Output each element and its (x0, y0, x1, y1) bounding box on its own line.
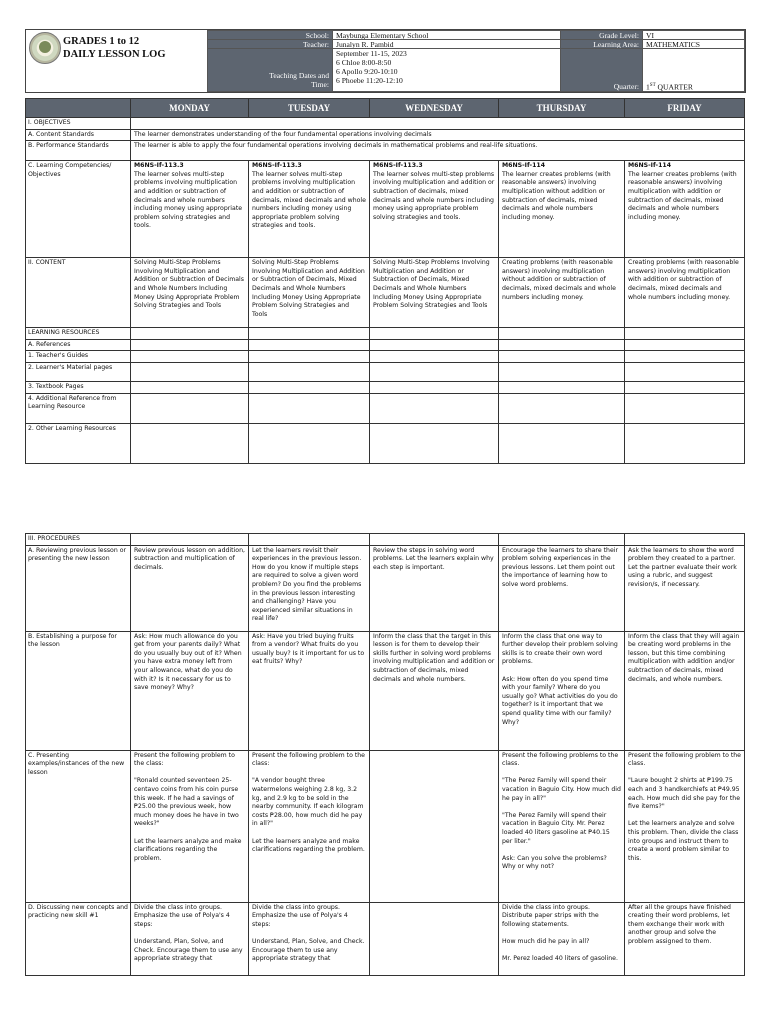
competency-thursday: M6NS-If-114 The learner creates problems (with reasonable answers) involving multiplication without addition or subtraction of decimals, mixed decimals and whole numbers including money. (499, 161, 625, 258)
procedure-a-monday: Review previous lesson on addition, subtraction and multiplication of decimals. (131, 545, 249, 631)
content-thursday: Creating problems (with reasonable answers) involving multiplication without addition or subtraction of decimals, mixed decimals and whole numbers including money. (499, 258, 625, 328)
competency-tuesday: M6NS-If-113.3 The learner solves multi-step problems involving multiplication and addition or subtraction of decimals, mixed decimals and whole numbers including money using appropriate problem solving strategies and tools. (249, 161, 370, 258)
performance-standards-label: B. Performance Standards (26, 141, 131, 161)
content-standards-text: The learner demonstrates understanding of the four fundamental operations involving decimals (131, 129, 745, 141)
procedure-d-thursday: Divide the class into groups. Distribute paper strips with the following statements. How much did he pay in all? Mr. Perez loaded 40 liters of gasoline. (499, 902, 625, 975)
procedure-d-monday: Divide the class into groups. Emphasize the use of Polya's 4 steps: Understand, Plan, Solve, and Check. Encourage them to use any appropriate strategy that (131, 902, 249, 975)
procedure-c-wednesday (370, 750, 499, 902)
grade-level-label: Grade Level: (560, 30, 643, 40)
procedure-b-tuesday: Ask: Have you tried buying fruits from a vendor? What fruits do you usually buy? Is it important for us to eat fruits? Why? (249, 631, 370, 750)
dates-time-value (332, 48, 561, 92)
title-line-1: GRADES 1 to 12 (63, 36, 140, 47)
dates-time-label: Teaching Dates and Time: (207, 48, 333, 92)
competency-wednesday: M6NS-If-113.3 The learner solves multi-step problems involving multiplication and addition or subtraction of decimals, mixed decimals and whole numbers including money using appropriate problem solving strategies and tools. (370, 161, 499, 258)
section-objectives: I. OBJECTIVES (26, 118, 131, 130)
section-procedures: III. PROCEDURES (26, 534, 131, 546)
schedule-phoebe: 6 Phoebe 11:20-12:10 (336, 76, 403, 85)
day-header-monday: MONDAY (131, 99, 249, 118)
day-header-friday: FRIDAY (625, 99, 745, 118)
procedure-c-label: C. Presenting examples/instances of the new lesson (26, 750, 131, 902)
title-line-2: DAILY LESSON LOG (63, 49, 166, 60)
teacher-label: Teacher: (207, 39, 333, 49)
procedure-a-tuesday: Let the learners revisit their experiences in the previous lesson. How do you know if multiple steps are required to solve a given word problem? Do you find the problems in the previous lesson interesting and challenging? Have you experienced similar situations in real life? (249, 545, 370, 631)
competency-friday: M6NS-If-114 The learner creates problems (with reasonable answers) involving multiplication with addition or subtraction of decimals, mixed decimals and whole numbers including money. (625, 161, 745, 258)
procedure-d-friday: After all the groups have finished creating their word problems, let them exchange their work with another group and solve the problem assigned to them. (625, 902, 745, 975)
procedure-b-label: B. Establishing a purpose for the lesson (26, 631, 131, 750)
teacher-value: Junalyn R. Pambid (332, 39, 561, 49)
procedures-table (25, 533, 745, 976)
content-standards-label: A. Content Standards (26, 129, 131, 141)
procedure-a-thursday: Encourage the learners to share their problem solving experiences in the previous lessons. Let them point out the importance of learning how to solve word problems. (499, 545, 625, 631)
schedule-apollo: 6 Apollo 9:20-10:10 (336, 67, 398, 76)
procedure-c-friday: Present the following problem to the class. "Laure bought 2 shirts at ₱199.75 each and 3 handkerchiefs at ₱49.95 each. How much did she pay for the five items?" Let the learners analyze and solve this problem. Then, divide the class into groups and instruct them to create a word problem similar to this. (625, 750, 745, 902)
additional-reference-label: 4. Additional Reference from Learning Resource (26, 393, 131, 423)
references-label: A. References (26, 339, 131, 351)
deped-seal-icon (29, 32, 61, 64)
learners-material-label: 2. Learner's Material pages (26, 362, 131, 381)
school-label: School: (207, 30, 333, 40)
procedure-d-label: D. Discussing new concepts and practicing new skill #1 (26, 902, 131, 975)
procedure-a-label: A. Reviewing previous lesson or presenting the new lesson (26, 545, 131, 631)
learning-area-label: Learning Area: (560, 39, 643, 49)
grade-level-value: VI (642, 30, 745, 40)
section-content: II. CONTENT (26, 258, 131, 328)
teachers-guides-label: 1. Teacher's Guides (26, 351, 131, 363)
procedure-a-friday: Ask the learners to show the word problem they created to a partner. Let the partner evaluate their work using a rubric, and suggest revision/s, if necessary. (625, 545, 745, 631)
teaching-dates: September 11-15, 2023 (336, 49, 407, 58)
header-info-grid (207, 30, 745, 92)
content-tuesday: Solving Multi-Step Problems Involving Multiplication and Addition or Subtraction of Decimals, Mixed Decimals and Whole Numbers Including Money Using Appropriate Problem Solving Strategies and Tools (249, 258, 370, 328)
procedure-c-thursday: Present the following problems to the class. "The Perez Family will spend their vacation in Baguio City. How much did he pay in all?" "The Perez Family will spend their vacation in Baguio City. Mr. Perez loaded 40 liters gasoline at ₱40.15 per liter." Ask: Can you solve the problems? Why or why not? (499, 750, 625, 902)
header-block (25, 29, 746, 93)
procedure-c-monday: Present the following problem to the class: "Ronald counted seventeen 25-centavo coins from his coin purse this week. If he had a savings of ₱25.00 the previous week, how much money does he have in two weeks?" Let the learners analyze and make clarifications regarding the problem. (131, 750, 249, 902)
competencies-label: C. Learning Competencies/ Objectives (26, 161, 131, 258)
learning-area-value: MATHEMATICS (642, 39, 745, 49)
procedure-b-friday: Inform the class that they will again be creating word problems in the lesson, but this time combining multiplication with addition and/or subtraction of decimals, mixed decimals, and whole numbers. (625, 631, 745, 750)
day-header-wednesday: WEDNESDAY (370, 99, 499, 118)
procedure-b-thursday: Inform the class that one way to further develop their problem solving skills is to create their own word problems. Ask: How often do you spend time with your family? Where do you usually go? What activities do you do together? Is it important that we spend quality time with our family? Why? (499, 631, 625, 750)
section-learning-resources: LEARNING RESOURCES (26, 328, 131, 340)
school-value: Maybunga Elementary School (332, 30, 561, 40)
procedure-b-wednesday: Inform the class that the target in this lesson is for them to develop their skills further in solving word problems involving multiplication and addition or subtraction of decimals, mixed decimals and whole numbers. (370, 631, 499, 750)
corner-cell (26, 99, 131, 118)
competency-monday: M6NS-If-113.3 The learner solves multi-step problems involving multiplication and addition or subtraction of decimals and whole numbers including money using appropriate problem solving strategies and tools. (131, 161, 249, 258)
procedure-a-wednesday: Review the steps in solving word problems. Let the learners explain why each step is important. (370, 545, 499, 631)
document-title (63, 35, 166, 61)
day-header-thursday: THURSDAY (499, 99, 625, 118)
objectives-content-table (25, 98, 745, 464)
procedure-d-wednesday (370, 902, 499, 975)
content-monday: Solving Multi-Step Problems Involving Multiplication and Addition or Subtraction of Decimals and Whole Numbers Including Money Using Appropriate Problem Solving Strategies and Tools (131, 258, 249, 328)
schedule-chloe: 6 Chloe 8:00-8:50 (336, 58, 392, 67)
performance-standards-text: The learner is able to apply the four fundamental operations involving decimals in mathematical problems and real-life situations. (131, 141, 745, 161)
content-wednesday: Solving Multi-Step Problems Involving Multiplication and Addition or Subtraction of Decimals, Mixed Decimals and Whole Numbers Including Money Using Appropriate Problem Solving Strategies and Tools (370, 258, 499, 328)
quarter-label: Quarter: (560, 48, 643, 92)
procedure-d-tuesday: Divide the class into groups. Emphasize the use of Polya's 4 steps: Understand, Plan, Solve, and Check. Encourage them to use any appropriate strategy that (249, 902, 370, 975)
quarter-value: 1ST QUARTER (642, 48, 745, 92)
procedure-b-monday: Ask: How much allowance do you get from your parents daily? What do you usually buy out of it? When you have extra money left from your allowance, what do you do with it? Is it necessary for us to save money? Why? (131, 631, 249, 750)
day-header-tuesday: TUESDAY (249, 99, 370, 118)
procedure-c-tuesday: Present the following problem to the class: "A vendor bought three watermelons weighing 2.8 kg, 3.2 kg, and 2.9 kg to be sold in the nearby community. If each kilogram costs ₱28.00, how much did he pay in all?" Let the learners analyze and make clarifications regarding the problem. (249, 750, 370, 902)
other-resources-label: 2. Other Learning Resources (26, 423, 131, 463)
textbook-pages-label: 3. Textbook Pages (26, 381, 131, 393)
content-friday: Creating problems (with reasonable answers) involving multiplication with addition or subtraction of decimals, mixed decimals and whole numbers including money. (625, 258, 745, 328)
